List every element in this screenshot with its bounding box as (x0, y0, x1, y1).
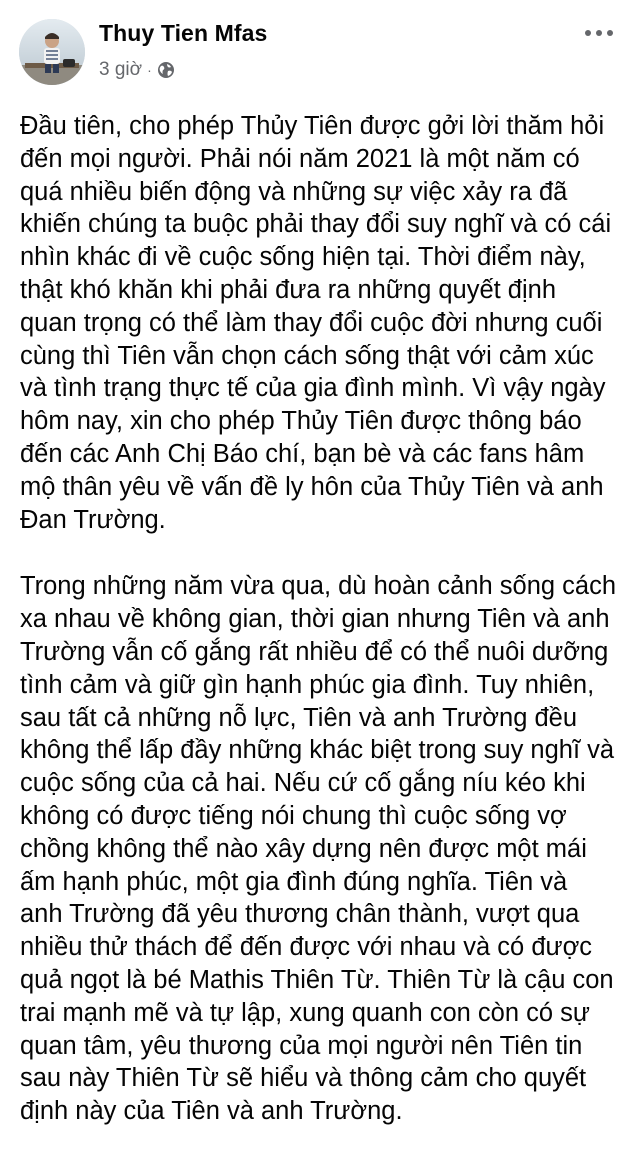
author-name[interactable]: Thuy Tien Mfas (99, 20, 268, 46)
post-time[interactable]: 3 giờ (99, 59, 143, 80)
more-dots-icon (584, 29, 614, 37)
meta-separator: · (147, 62, 152, 78)
more-options-button[interactable] (582, 22, 616, 44)
post-body (20, 110, 626, 1128)
post-paragraph-1: Đầu tiên, cho phép Thủy Tiên được gởi lời thăm hỏi đến mọi người. Phải nói năm 2021 là một năm có quá nhiều biến động và những sự việc xảy ra đã khiến chúng ta buộc phải thay đổi suy nghĩ và có cái nhìn khác đi về cuộc sống hiện tại. Thời điểm này, thật khó khăn khi phải đưa ra những quyết định quan trọng có thể làm thay đổi cuộc đời nhưng cuối cùng thì Tiên vẫn chọn cách sống thật với cảm xúc và tình trạng thực tế của gia đình mình. Vì vậy ngày hôm nay, xin cho phép Thủy Tiên được thông báo đến các Anh Chị Báo chí, bạn bè và các fans hâm mộ thân yêu về vấn đề ly hôn của Thủy Tiên và anh Đan Trường. (20, 112, 612, 534)
post-paragraph-2: Trong những năm vừa qua, dù hoàn cảnh sống cách xa nhau về không gian, thời gian nhưng Tiên và anh Trường vẫn cố gắng rất nhiều để có thể nuôi dưỡng tình cảm và giữ gìn hạnh phúc gia đình. Tuy nhiên, sau tất cả những nỗ lực, Tiên và anh Trường đều không thể lấp đầy những khác biệt trong suy nghĩ và cuộc sống của cả hai. Nếu cứ cố gắng níu kéo khi không có được tiếng nói chung thì cuộc sống vợ chồng không thể nào xây dựng nên được một mái ấm hạnh phúc, một gia đình đúng nghĩa. Tiên và anh Trường đã yêu thương chân thành, vượt qua nhiều thử thách để đến được với nhau và có được quả ngọt là bé Mathis Thiên Từ. Thiên Từ là cậu con trai mạnh mẽ và tự lập, xung quanh con còn có sự quan tâm, yêu thương của mọi người nên Tiên tin sau này Thiên Từ sẽ hiểu và thông cảm cho quyết định này của Tiên và anh Trường. (20, 572, 617, 1126)
post-meta (99, 58, 175, 82)
paragraph-gap (20, 536, 626, 570)
avatar-photo-icon (19, 19, 85, 85)
avatar[interactable] (19, 19, 85, 85)
globe-icon[interactable] (157, 61, 175, 79)
post-header (0, 0, 640, 100)
